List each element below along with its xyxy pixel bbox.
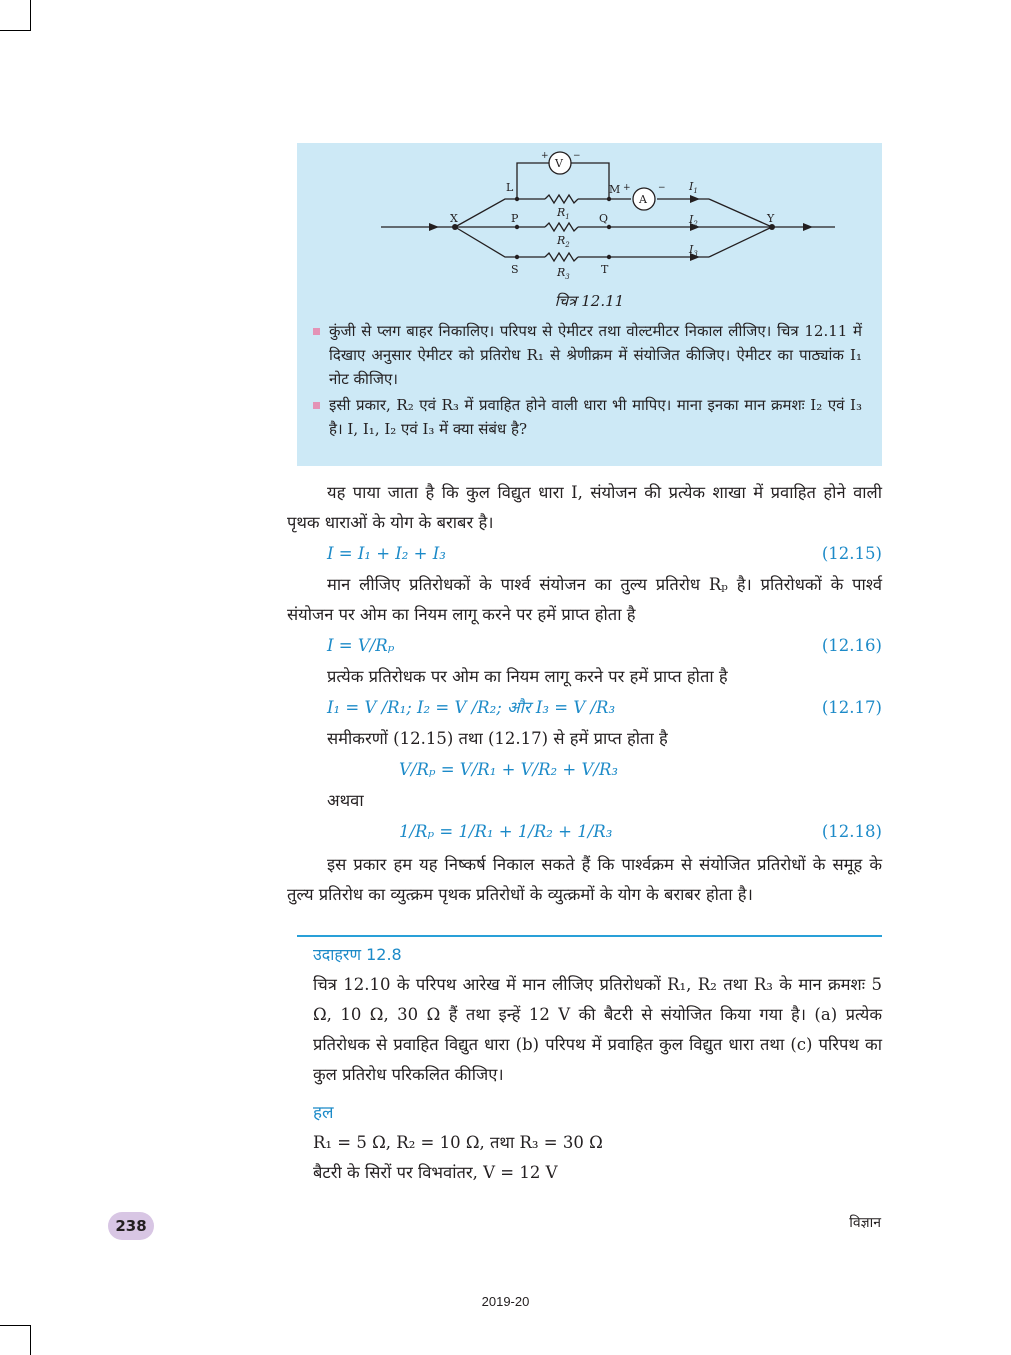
label-r2: R xyxy=(557,234,566,247)
svg-text:R1 xyxy=(556,206,570,221)
equation-12-18 xyxy=(287,816,882,848)
main-text xyxy=(287,478,882,910)
equation-expression: I = I₁ + I₂ + I₃ xyxy=(327,544,446,563)
svg-text:R2 xyxy=(556,234,570,249)
label-q: Q xyxy=(599,212,609,225)
activity-box xyxy=(297,143,882,466)
crop-mark xyxy=(0,1325,30,1326)
label-r3-sub: 3 xyxy=(565,273,570,281)
label-r1: R xyxy=(557,206,566,219)
activity-bullet: कुंजी से प्लग बाहर निकालिए। परिपथ से ऐमीटर तथा वोल्टमीटर निकाल लीजिए। चित्र 12.11 में दिखाए अनुसार ऐमीटर को प्रतिरोध R₁ से श्रेणीक्रम में संयोजित कीजिए। ऐमीटर का पाठ्यांक I₁ नोट कीजिए। xyxy=(317,319,862,391)
paragraph: अथवा xyxy=(327,791,364,810)
paragraph: मान लीजिए प्रतिरोधकों के पार्श्व संयोजन का तुल्य प्रतिरोध Rₚ है। प्रतिरोधकों के पार्श्व संयोजन पर ओम का नियम लागू करने पर हमें प्राप्त होता है xyxy=(287,575,882,624)
equation-expression: 1/Rₚ = 1/R₁ + 1/R₂ + 1/R₃ xyxy=(399,822,613,841)
equation-12-16 xyxy=(287,630,882,662)
paragraph: समीकरणों (12.15) तथा (12.17) से हमें प्राप्त होता है xyxy=(327,729,668,748)
example-section xyxy=(313,940,882,1188)
label-r1-sub: 1 xyxy=(565,213,570,221)
label-i2-sub: 2 xyxy=(693,220,698,228)
crop-mark xyxy=(30,0,31,31)
svg-text:I3 xyxy=(688,243,698,258)
edition-year: 2019-20 xyxy=(481,1294,530,1309)
label-v: V xyxy=(555,157,563,170)
svg-text:I2 xyxy=(688,213,698,228)
resistor-r3 xyxy=(545,253,578,261)
label-i3: I xyxy=(689,243,694,256)
resistor-r1 xyxy=(545,195,578,203)
activity-bullets xyxy=(317,319,862,443)
label-y: Y xyxy=(767,212,775,225)
label-i3-sub: 3 xyxy=(693,250,698,258)
equation-expression: I = V/Rₚ xyxy=(327,636,395,655)
crop-mark xyxy=(0,30,30,31)
paragraph: प्रत्येक प्रतिरोधक पर ओम का नियम लागू करने पर हमें प्राप्त होता है xyxy=(327,667,728,686)
solution-heading: हल xyxy=(313,1103,334,1123)
example-text: चित्र 12.10 के परिपथ आरेख में मान लीजिए प्रतिरोधकों R₁, R₂ तथा R₃ के मान क्रमशः 5 Ω, 10 Ω, 30 Ω हैं तथा इन्हें 12 V की बैटरी से संयोजित किया गया है। (a) प्रत्येक प्रतिरोधक से प्रवाहित विद्युत धारा (b) परिपथ में प्रवाहित कुल विद्युत धारा तथा (c) परिपथ का कुल प्रतिरोध परिकलित कीजिए। xyxy=(313,975,882,1084)
crop-mark xyxy=(30,1325,31,1355)
svg-text:R3 xyxy=(556,266,570,281)
solution-line: R₁ = 5 Ω, R₂ = 10 Ω, तथा R₃ = 30 Ω xyxy=(313,1133,603,1152)
arrow-icon xyxy=(429,223,439,231)
label-a-plus: + xyxy=(623,183,631,193)
label-a: A xyxy=(639,193,647,206)
label-p: P xyxy=(511,212,519,225)
equation-vrp xyxy=(287,754,882,786)
circuit-diagram xyxy=(297,143,882,293)
equation-12-15 xyxy=(287,538,882,570)
example-divider xyxy=(297,935,882,937)
resistor-r2 xyxy=(545,223,578,231)
label-v-minus: − xyxy=(573,151,581,161)
label-r2-sub: 2 xyxy=(565,241,570,249)
equation-expression: I₁ = V /R₁; I₂ = V /R₂; और I₃ = V /R₃ xyxy=(327,698,616,717)
page-number: 238 xyxy=(108,1212,154,1240)
equation-number: (12.15) xyxy=(821,544,882,563)
label-i1-sub: 1 xyxy=(693,187,698,195)
solution-line: बैटरी के सिरों पर विभवांतर, V = 12 V xyxy=(313,1163,558,1182)
equation-number: (12.16) xyxy=(821,636,882,655)
svg-text:I1 xyxy=(688,180,698,195)
equation-12-17 xyxy=(287,692,882,724)
label-l: L xyxy=(506,181,514,194)
label-i1: I xyxy=(689,180,694,193)
equation-number: (12.17) xyxy=(821,698,882,717)
activity-bullet: इसी प्रकार, R₂ एवं R₃ में प्रवाहित होने वाली धारा भी मापिए। माना इनका मान क्रमशः I₂ एवं I₃ है। I, I₁, I₂ एवं I₃ में क्या संबंध है? xyxy=(317,393,862,441)
label-s: S xyxy=(511,263,519,276)
example-title: उदाहरण 12.8 xyxy=(313,945,402,964)
label-m: M xyxy=(609,183,621,196)
paragraph: यह पाया जाता है कि कुल विद्युत धारा I, संयोजन की प्रत्येक शाखा में प्रवाहित होने वाली पृथक धाराओं के योग के बराबर है। xyxy=(287,483,882,532)
label-i2: I xyxy=(689,213,694,226)
label-x: X xyxy=(450,212,458,225)
arrow-icon xyxy=(690,195,700,203)
subject-name: विज्ञान xyxy=(849,1215,881,1231)
label-t: T xyxy=(601,263,609,276)
equation-number: (12.18) xyxy=(821,822,882,841)
paragraph: इस प्रकार हम यह निष्कर्ष निकाल सकते हैं कि पार्श्वक्रम से संयोजित प्रतिरोधों के समूह के तुल्य प्रतिरोध का व्युत्क्रम पृथक प्रतिरोधों के व्युत्क्रमों के योग के बराबर होता है। xyxy=(287,855,883,904)
label-a-minus: − xyxy=(658,183,666,193)
arrow-icon xyxy=(803,223,813,231)
equation-expression: V/Rₚ = V/R₁ + V/R₂ + V/R₃ xyxy=(399,760,618,779)
label-v-plus: + xyxy=(541,151,549,161)
label-r3: R xyxy=(557,266,566,279)
figure-caption: चित्र 12.11 xyxy=(554,292,625,310)
